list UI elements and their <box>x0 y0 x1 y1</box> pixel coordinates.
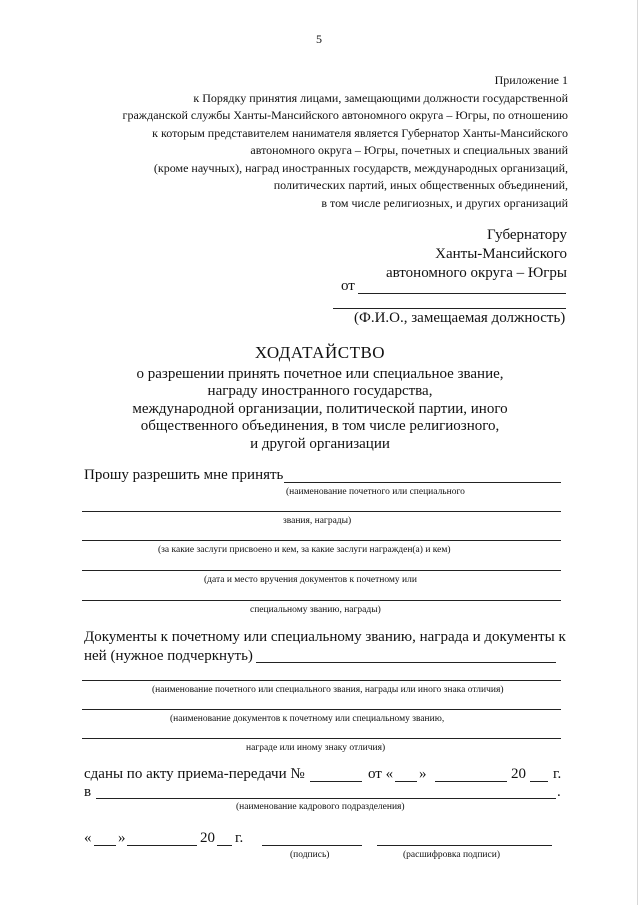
handover-from: от « <box>368 766 394 782</box>
addressee-block <box>386 226 567 283</box>
documents-line-2[interactable] <box>82 680 561 681</box>
department-line[interactable] <box>96 798 556 799</box>
appendix-line: к которым представителем нанимателя является Губернатор Ханты-Мансийского <box>152 125 568 140</box>
page-number: 5 <box>316 32 322 46</box>
handover-year-suffix: г. <box>553 766 562 782</box>
request-line-3[interactable] <box>82 540 561 541</box>
handover-year-prefix: 20 <box>511 766 526 782</box>
request-line-4[interactable] <box>82 570 561 571</box>
signature-year-prefix: 20 <box>200 830 215 846</box>
addressee-line: Губернатору <box>487 227 567 243</box>
department-caption: (наименование кадрового подразделения) <box>236 802 405 812</box>
from-name-line[interactable] <box>358 293 566 294</box>
request-caption: (за какие заслуги присвоено и кем, за какие заслуги награжден(а) и кем) <box>158 545 451 555</box>
documents-caption: (наименование документов к почетному или специальному званию, <box>170 714 445 724</box>
appendix-line: в том числе религиозных, и других организаций <box>321 195 568 210</box>
request-caption: (дата и место вручения документов к почетному или <box>204 575 417 585</box>
from-label: от <box>341 278 355 294</box>
request-label: Прошу разрешить мне принять <box>84 467 284 483</box>
title-line: и другой организации <box>250 435 390 452</box>
addressee-line: Ханты-Мансийского <box>435 246 567 262</box>
appendix-line: (кроме научных), наград иностранных государств, международных организаций, <box>153 160 568 175</box>
handover-quote-close: » <box>419 766 427 782</box>
request-line-2[interactable] <box>82 511 561 512</box>
appendix-line: автономного округа – Югры, почетных и специальных званий <box>250 143 568 157</box>
signature-close-quote: » <box>118 830 126 846</box>
documents-line-1[interactable] <box>256 662 556 663</box>
signature-caption: (подпись) <box>290 850 330 860</box>
title-line: общественного объединения, в том числе религиозного, <box>140 418 500 434</box>
appendix-line: политических партий, иных общественных объединений, <box>273 178 568 192</box>
fio-caption: (Ф.И.О., замещаемая должность) <box>354 310 566 326</box>
documents-line-3[interactable] <box>82 709 561 710</box>
document-title <box>0 344 640 453</box>
act-month-line[interactable] <box>435 781 507 782</box>
appendix-line: к Порядку принятия лицами, замещающими должности государственной <box>193 90 568 105</box>
appendix-line: Приложение 1 <box>494 73 568 87</box>
appendix-block <box>123 72 568 212</box>
addressee-line: автономного округа – Югры <box>385 265 567 281</box>
signature-day-line[interactable] <box>94 845 116 846</box>
signature-month-line[interactable] <box>127 845 197 846</box>
act-day-line[interactable] <box>395 781 417 782</box>
documents-caption: награде или иному знаку отличия) <box>246 743 386 753</box>
documents-text-line-2: ней (нужное подчеркнуть) <box>84 648 253 664</box>
title-line: награду иностранного государства, <box>207 383 433 399</box>
handover-prefix: сданы по акту приема-передачи № <box>84 766 305 782</box>
act-number-line[interactable] <box>310 781 362 782</box>
handover-dot: . <box>557 784 561 800</box>
signature-decoding-caption: (расшифровка подписи) <box>403 850 500 860</box>
request-caption: (наименование почетного или специального <box>286 487 465 497</box>
documents-caption: (наименование почетного или специального звания, награды или иного знака отличия) <box>152 685 504 695</box>
handover-in-label: в <box>84 784 92 800</box>
appendix-line: гражданской службы Ханты-Мансийского автономного округа – Югры, по отношению <box>122 108 568 122</box>
position-line[interactable] <box>333 308 566 309</box>
signature-year-line[interactable] <box>217 845 232 846</box>
request-caption: специальному званию, награды) <box>250 605 381 615</box>
request-caption: звания, награды) <box>283 516 352 526</box>
request-line-5[interactable] <box>82 600 561 601</box>
request-line-1[interactable] <box>284 482 561 483</box>
documents-text-line-1: Документы к почетному или специальному званию, награда и документы к <box>84 629 566 645</box>
signature-line[interactable] <box>262 845 362 846</box>
title-line: международной организации, политической партии, иного <box>132 400 508 417</box>
signature-year-suffix: г. <box>235 830 244 846</box>
signature-decoding-line[interactable] <box>377 845 552 846</box>
title-line: о разрешении принять почетное или специальное звание, <box>136 365 504 382</box>
documents-line-4[interactable] <box>82 738 561 739</box>
title-heading: ХОДАТАЙСТВО <box>254 343 386 362</box>
signature-open-quote: « <box>84 830 92 846</box>
act-year-line[interactable] <box>530 781 548 782</box>
